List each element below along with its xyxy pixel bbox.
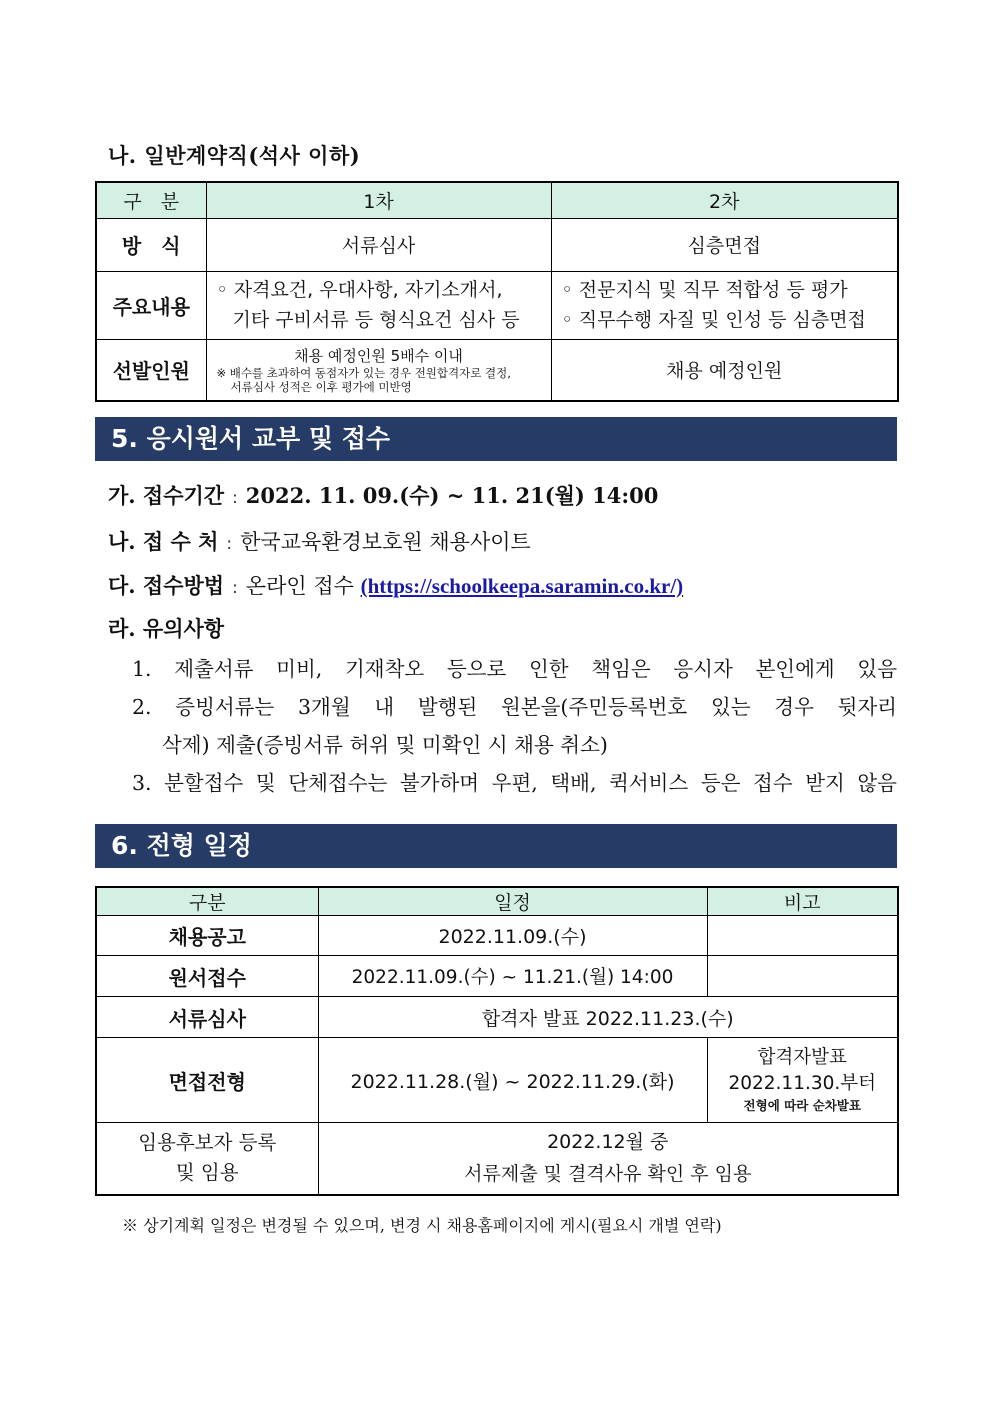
notice-item-2: 2. 증빙서류는 3개월 내 발행된 원본을(주민등록번호 있는 경우 뒷자리 — [132, 695, 897, 719]
header-second-round: 2차 — [551, 182, 898, 218]
separator: : — [226, 534, 233, 554]
period-label: 가. 접수기간 — [108, 483, 225, 508]
header-category: 구 분 — [96, 182, 206, 218]
method-label: 다. 접수방법 — [108, 573, 225, 598]
separator: : — [232, 488, 238, 508]
section5-title-bar: 5. 응시원서 교부 및 접수 — [95, 417, 897, 461]
period-value: 2022. 11. 09.(수) ~ 11. 21(월) 14:00 — [245, 483, 659, 508]
notice-item-2-cont: 삭제) 제출(증빙서류 허위 및 미확인 시 채용 취소) — [162, 733, 608, 757]
period-line — [108, 480, 658, 510]
method-line — [108, 570, 683, 600]
separator: : — [232, 578, 238, 598]
row-label-interview: 면접전형 — [96, 1038, 318, 1123]
content-first-line2: 기타 구비서류 등 형식요건 심사 등 — [232, 309, 520, 331]
content-first — [206, 271, 551, 339]
method-first: 서류심사 — [206, 218, 551, 271]
content-second — [551, 271, 898, 339]
remark-interview-line2: 2022.11.30.부터 — [728, 1073, 877, 1094]
header-schedule: 일정 — [318, 887, 707, 916]
count-first — [206, 339, 551, 401]
schedule-footnote: ※ 상기계획 일정은 변경될 수 있으며, 변경 시 채용홈페이지에 게시(필요시 개별 연락) — [122, 1216, 722, 1235]
header-remark: 비고 — [707, 887, 898, 916]
remark-announcement — [707, 916, 898, 956]
schedule-appointment — [318, 1123, 898, 1195]
count-first-main: 채용 예정인원 5배수 이내 — [294, 346, 463, 365]
place-line — [108, 526, 531, 556]
content-second-line1: ◦ 전문지식 및 직무 적합성 등 평가 — [561, 279, 848, 301]
notice-label: 라. 유의사항 — [108, 616, 225, 641]
section6-title-bar: 6. 전형 일정 — [95, 824, 897, 868]
schedule-document-review: 합격자 발표 2022.11.23.(수) — [318, 997, 898, 1038]
subsection-title: 나. 일반계약직(석사 이하) — [108, 143, 361, 168]
row-label-application: 원서접수 — [96, 956, 318, 997]
row-label-count: 선발인원 — [96, 339, 206, 401]
count-note-line1: ※ 배수를 초과하여 동점자가 있는 경우 전원합격자로 결정, — [216, 365, 511, 380]
appointment-schedule-line2: 서류제출 및 결격사유 확인 후 임용 — [464, 1163, 752, 1186]
remark-interview-line1: 합격자발표 — [757, 1047, 847, 1068]
method-value: 온라인 접수 — [245, 574, 354, 598]
row-label-content: 주요내용 — [96, 271, 206, 339]
appointment-label-line2: 및 임용 — [175, 1161, 239, 1185]
notice-heading — [108, 613, 224, 643]
count-note-line2: 서류심사 성적은 이후 평가에 미반영 — [230, 379, 412, 394]
row-label-announcement: 채용공고 — [96, 916, 318, 956]
header-category: 구분 — [96, 887, 318, 916]
count-second: 채용 예정인원 — [551, 339, 898, 401]
remark-interview — [707, 1038, 898, 1123]
application-site-link[interactable]: (https://schoolkeepa.saramin.co.kr/) — [360, 574, 684, 598]
content-second-line2: ◦ 직무수행 자질 및 인성 등 심층면접 — [561, 309, 866, 331]
row-label-appointment — [96, 1123, 318, 1195]
schedule-application: 2022.11.09.(수) ~ 11.21.(월) 14:00 — [318, 956, 707, 997]
schedule-table — [95, 886, 899, 1196]
appointment-schedule-line1: 2022.12월 중 — [547, 1131, 669, 1154]
row-label-document-review: 서류심사 — [96, 997, 318, 1038]
place-value: 한국교육환경보호원 채용사이트 — [240, 530, 531, 554]
header-first-round: 1차 — [206, 182, 551, 218]
content-first-line1: ◦ 자격요건, 우대사항, 자기소개서, — [216, 279, 503, 301]
notice-item-3: 3. 분할접수 및 단체접수는 불가하며 우편, 택배, 퀵서비스 등은 접수 받지 않음 — [132, 771, 897, 795]
appointment-label-line1: 임용후보자 등록 — [138, 1131, 277, 1155]
schedule-announcement: 2022.11.09.(수) — [318, 916, 707, 956]
remark-application — [707, 956, 898, 997]
method-second: 심층면접 — [551, 218, 898, 271]
count-first-note — [207, 366, 551, 394]
schedule-interview: 2022.11.28.(월) ~ 2022.11.29.(화) — [318, 1038, 707, 1123]
row-label-method: 방 식 — [96, 218, 206, 271]
selection-method-table — [95, 181, 899, 402]
place-label: 나. 접 수 처 — [108, 529, 219, 554]
notice-item-1: 1. 제출서류 미비, 기재착오 등으로 인한 책임은 응시자 본인에게 있음 — [132, 657, 897, 681]
remark-interview-small: 전형에 따라 순차발표 — [743, 1098, 861, 1113]
